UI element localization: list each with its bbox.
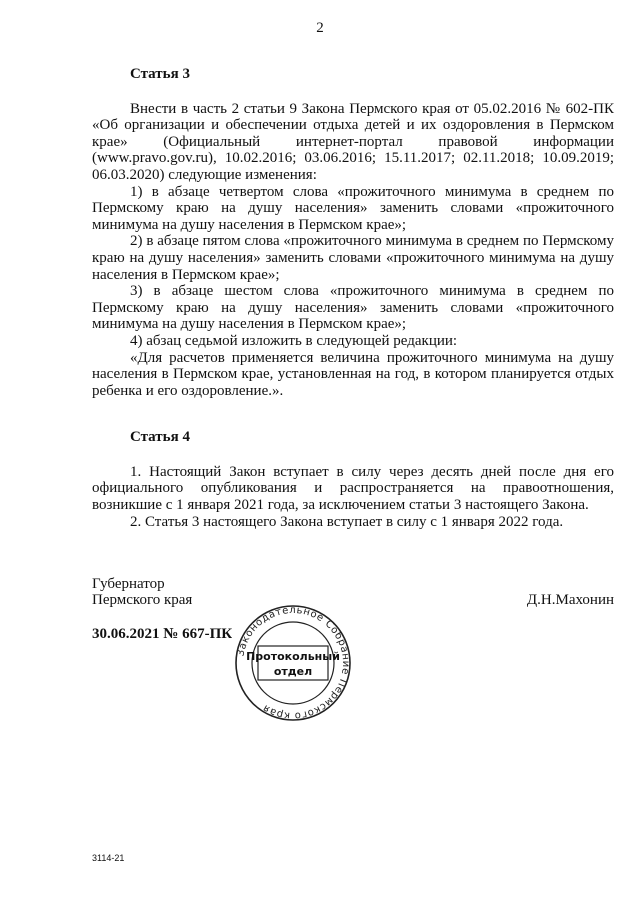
article-3-item-2: 2) в абзаце пятом слова «прожиточного минимума в среднем по Пермскому краю на душу населения» заменить словами «прожиточного минимума на душу населения в Пермском крае»; <box>92 233 614 283</box>
article-4-item-2: 2. Статья 3 настоящего Закона вступает в силу с 1 января 2022 года. <box>130 513 564 530</box>
article-3-intro: Внести в часть 2 статьи 9 Закона Пермского края от 05.02.2016 № 602-ПК «Об организации и обеспечении отдыха детей и их оздоровления в Пермском крае» (Официальный интернет-портал правовой информации (www.pravo.gov.ru), 10.02.2016; 03.06.2016; 15.11.2017; 02.11.2018; 10.09.2019; 06.03.2020) следующие изменения: <box>92 100 614 183</box>
signatory-title-line2: Пермского края <box>92 592 193 608</box>
page-number: 2 <box>316 20 324 36</box>
official-stamp <box>228 604 358 722</box>
article-3-item-1: 1) в абзаце четвертом слова «прожиточного минимума в среднем по Пермскому краю на душу населения» заменить словами «прожиточного минимума на душу населения в Пермском крае»; <box>92 183 614 233</box>
article-4-heading: Статья 4 <box>130 429 190 446</box>
article-3-quote: «Для расчетов применяется величина прожиточного минимума на душу населения в Пермском крае, установленная на год, в котором планируется отдых ребенка и его оздоровление.». <box>92 349 614 399</box>
article-3-item-4: 4) абзац седьмой изложить в следующей редакции: <box>130 332 458 349</box>
document-body <box>92 66 614 530</box>
article-3-heading: Статья 3 <box>130 66 190 82</box>
date-and-number: 30.06.2021 № 667-ПК <box>92 626 233 642</box>
signatory-name: Д.Н.Махонин <box>526 592 614 608</box>
document-code: 3114-21 <box>92 853 125 863</box>
article-4-item-1: 1. Настоящий Закон вступает в силу через десять дней после дня его официального опубликования и распространяется на правоотношения, возникшие с 1 января 2021 года, за исключением статьи 3 настоящего Закона. <box>92 463 614 514</box>
stamp-center-line1: Протокольный <box>246 650 340 663</box>
article-3-item-3: 3) в абзаце шестом слова «прожиточного минимума в среднем по Пермскому краю на душу населения» заменить словами «прожиточного минимума на душу населения в Пермском крае»; <box>92 283 614 333</box>
signatory-title-line1: Губернатор <box>92 576 165 592</box>
stamp-ring-text: Законодательное Собрание Пермского края <box>235 604 352 722</box>
stamp-center-line2: отдел <box>273 665 313 678</box>
